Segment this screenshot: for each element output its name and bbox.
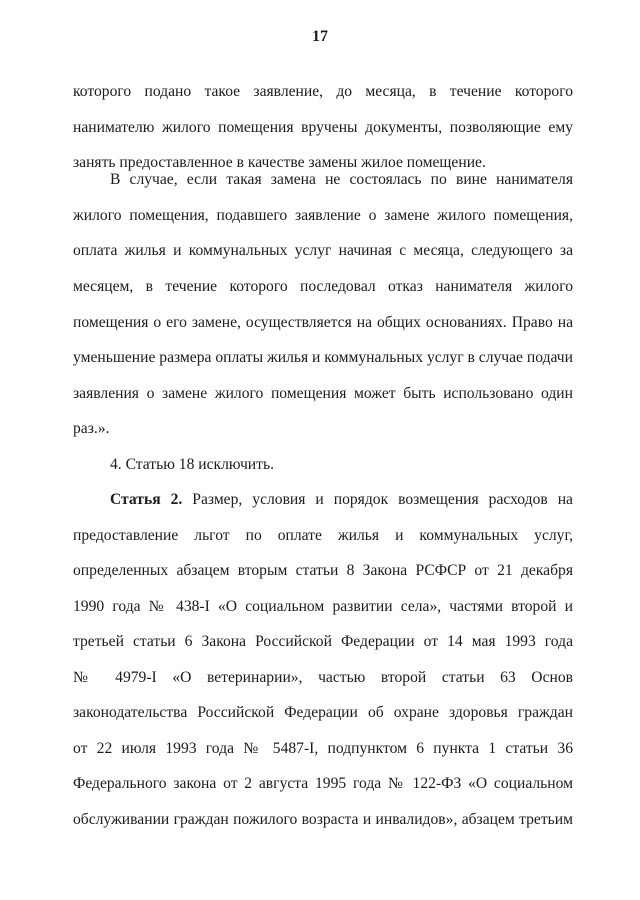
article-heading-line xyxy=(110,490,573,510)
text-line: жилого помещения, подавшего заявление о замене жилого помещения, xyxy=(73,207,573,224)
text-line: № 4979-I «О ветеринарии», частью второй статьи 63 Основ xyxy=(73,669,573,686)
text-line: определенных абзацем вторым статьи 8 Закона РСФСР от 21 декабря xyxy=(73,562,573,579)
paragraph-start-line: В случае, если такая замена не состоялась по вине нанимателя xyxy=(110,171,573,188)
text-line: обслуживании граждан пожилого возраста и инвалидов», абзацем третьим xyxy=(73,811,573,828)
text-line: 1990 года № 438-I «О социальном развитии села», частями второй и xyxy=(73,598,573,615)
text-line: уменьшение размера оплаты жилья и коммунальных услуг в случае подачи xyxy=(73,349,573,366)
article-text: Размер, условия и порядок возмещения расходов на xyxy=(182,491,573,508)
text-line: которого подано такое заявление, до месяца, в течение которого xyxy=(73,83,573,100)
page-number: 17 xyxy=(312,28,328,45)
list-item-line: 4. Статью 18 исключить. xyxy=(110,456,274,473)
text-line: занять предоставленное в качестве замены жилое помещение. xyxy=(73,154,486,171)
article-heading: Статья 2. xyxy=(110,491,183,508)
text-line: нанимателю жилого помещения вручены документы, позволяющие ему xyxy=(73,119,573,136)
text-line: Федерального закона от 2 августа 1995 года № 122-ФЗ «О социальном xyxy=(73,775,573,792)
text-line: помещения о его замене, осуществляется на общих основаниях. Право на xyxy=(73,314,573,331)
text-line: предоставление льгот по оплате жилья и коммунальных услуг, xyxy=(73,527,573,544)
text-line: месяцем, в течение которого последовал отказ нанимателя жилого xyxy=(73,278,573,295)
text-line: оплата жилья и коммунальных услуг начиная с месяца, следующего за xyxy=(73,242,573,259)
text-line: раз.». xyxy=(73,420,110,437)
text-line: от 22 июля 1993 года № 5487-I, подпунктом 6 пункта 1 статьи 36 xyxy=(73,740,573,757)
text-line: заявления о замене жилого помещения может быть использовано один xyxy=(73,385,573,402)
text-line: законодательства Российской Федерации об охране здоровья граждан xyxy=(73,704,573,721)
text-line: третьей статьи 6 Закона Российской Федерации от 14 мая 1993 года xyxy=(73,633,573,650)
